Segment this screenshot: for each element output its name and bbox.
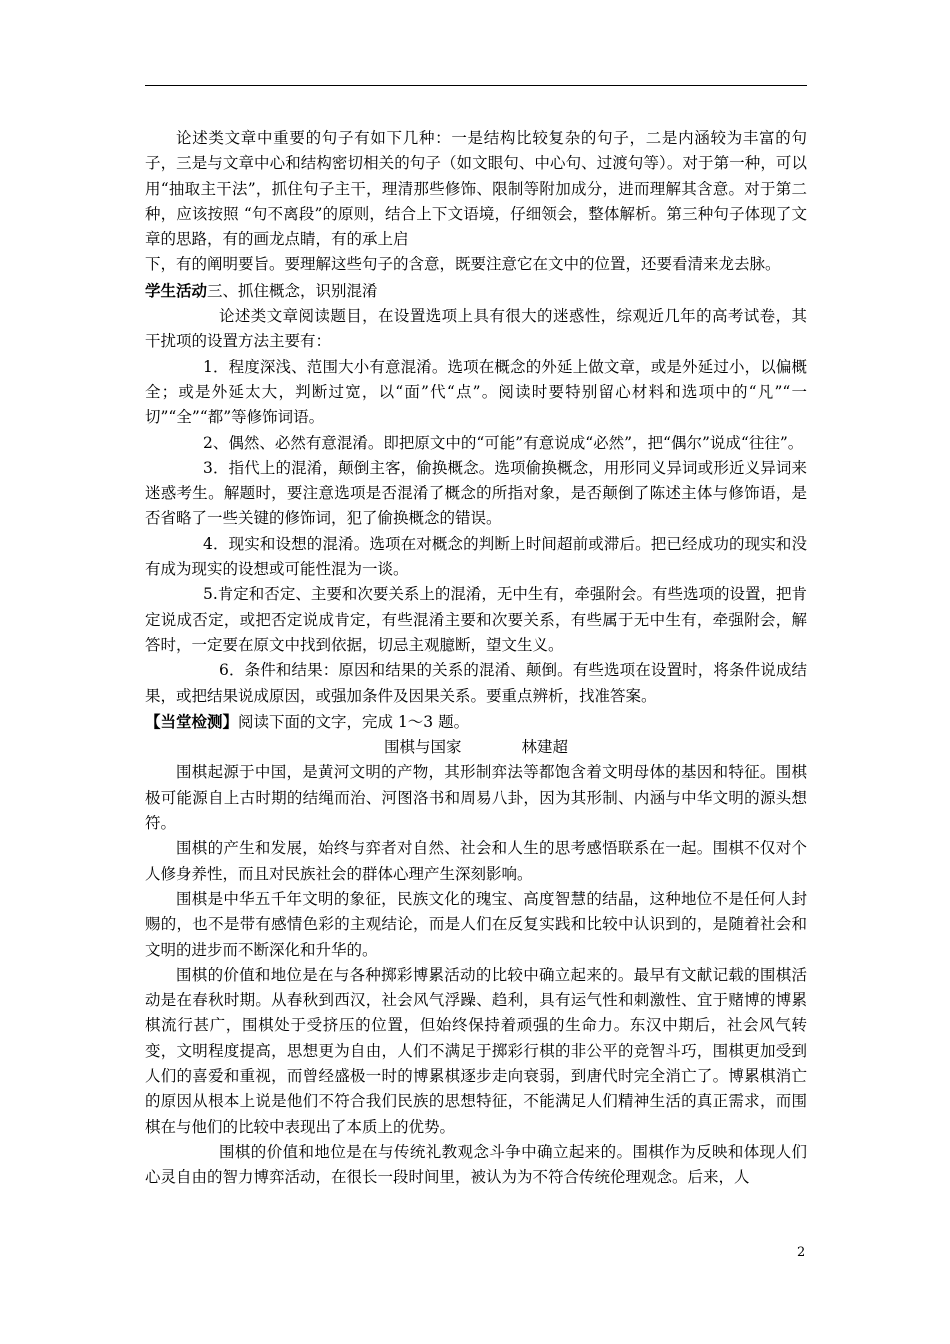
paragraph <box>145 278 807 304</box>
article-paragraph: 围棋的产生和发展，始终与弈者对自然、社会和人生的思考感悟联系在一起。围棋不仅对个人修身养性，而且对民族社会的群体心理产生深刻影响。 <box>145 839 807 883</box>
paragraph <box>145 709 807 735</box>
article-author: 林建超 <box>521 738 569 757</box>
section-label: 学生活动 <box>145 280 208 300</box>
list-item: 1．程度深浅、范围大小有意混淆。选项在概念的外延上做文章，或是外延过小，以偏概全；或是外延太大，判断过宽，以“面”代“点”。阅读时要特别留心材料和选项中的“凡”“一切”“全”“都”等修饰词语。 <box>145 357 807 427</box>
exercise-instruction: 阅读下面的文字，完成 1～3 题。 <box>238 712 470 731</box>
article-paragraph: 围棋的价值和地位是在与传统礼教观念斗争中确立起来的。围棋作为反映和体现人们心灵自由的智力博弈活动，在很长一段时间里，被认为为不符合传统伦理观念。后来，人 <box>145 1142 807 1187</box>
header-rule <box>145 85 807 86</box>
article-paragraph: 围棋是中华五千年文明的象征，民族文化的瑰宝、高度智慧的结晶，这种地位不是任何人封赐的，也不是带有感情色彩的主观结论，而是人们在反复实践和比较中认识到的，是随着社会和文明的进步而不断深化和升华的。 <box>145 889 807 959</box>
list-item: 2、偶然、必然有意混淆。即把原文中的“可能”有意说成“必然”，把“偶尔”说成“往往”。 <box>203 433 804 452</box>
list-item: 4．现实和设想的混淆。选项在对概念的判断上时间超前或滞后。把已经成功的现实和没有成为现实的设想或可能性混为一谈。 <box>145 534 807 579</box>
paragraph: 论述类文章阅读题目，在设置选项上具有很大的迷惑性，综观近几年的高考试卷，其干扰项的设置方法主要有： <box>145 307 807 351</box>
article-paragraph: 围棋的价值和地位是在与各种掷彩博累活动的比较中确立起来的。最早有文献记载的围棋活动是在春秋时期。从春秋到西汉，社会风气浮躁、趋利，具有运气性和刺激性、宜于赌博的博累棋流行甚广，围棋处于受挤压的位置，但始终保持着顽强的生命力。东汉中期后，社会风气转变，文明程度提高，思想更为自由，人们不满足于掷彩行棋的非公平的竞智斗巧，围棋更加受到人们的喜爱和重视，而曾经盛极一时的博累棋逐步走向衰弱，到唐代时完全消亡了。博累棋消亡的原因从根本上说是他们不符合我们民族的思想特征，不能满足人们精神生活的真正需求，而围棋在与他们的比较中表现出了本质上的优势。 <box>145 965 807 1136</box>
list-item: 6．条件和结果：原因和结果的关系的混淆、颠倒。有些选项在设置时，将条件说成结果，或把结果说成原因，或强加条件及因果关系。要重点辨析，找准答案。 <box>145 661 807 705</box>
article-paragraph: 围棋起源于中国，是黄河文明的产物，其形制弈法等都饱含着文明母体的基因和特征。围棋极可能源自上古时期的结绳而治、河图洛书和周易八卦，因为其形制、内涵与中华文明的源头想符。 <box>145 763 807 833</box>
exercise-label: 【当堂检测】 <box>145 711 239 731</box>
paragraph: 下，有的阐明要旨。要理解这些句子的含意，既要注意它在文中的位置，还要看清来龙去脉。 <box>145 255 781 274</box>
article-heading <box>145 735 807 760</box>
section-heading: 三、抓住概念，识别混淆 <box>207 281 378 300</box>
article-title: 围棋与国家 <box>383 738 462 757</box>
list-item: 5.肯定和否定、主要和次要关系上的混淆，无中生有，牵强附会。有些选项的设置，把肯定说成否定，或把否定说成肯定，有些混淆主要和次要关系，有些属于无中生有，牵强附会，解答时，一定要在原文中找到依据，切忌主观臆断，望文生义。 <box>145 585 807 654</box>
page-number: 2 <box>797 1245 806 1260</box>
paragraph: 论述类文章中重要的句子有如下几种：一是结构比较复杂的句子，二是内涵较为丰富的句子，三是与文章中心和结构密切相关的句子（如文眼句、中心句、过渡句等）。对于第一种，可以用“抽取主干法”，抓住句子主干，理清那些修饰、限制等附加成分，进而理解其含意。对于第二种，应该按照 “句不离段”的原则，结合上下文语境，仔细领会，整体解析。第三种句子体现了文章的思路，有的画龙点睛，有的承上启 <box>145 129 807 249</box>
document-body <box>145 126 807 1190</box>
list-item: 3．指代上的混淆，颠倒主客，偷换概念。选项偷换概念，用形同义异词或形近义异词来迷惑考生。解题时，要注意选项是否混淆了概念的所指对象，是否颠倒了陈述主体与修饰语，是否省略了一些关键的修饰词，犯了偷换概念的错误。 <box>145 458 807 528</box>
